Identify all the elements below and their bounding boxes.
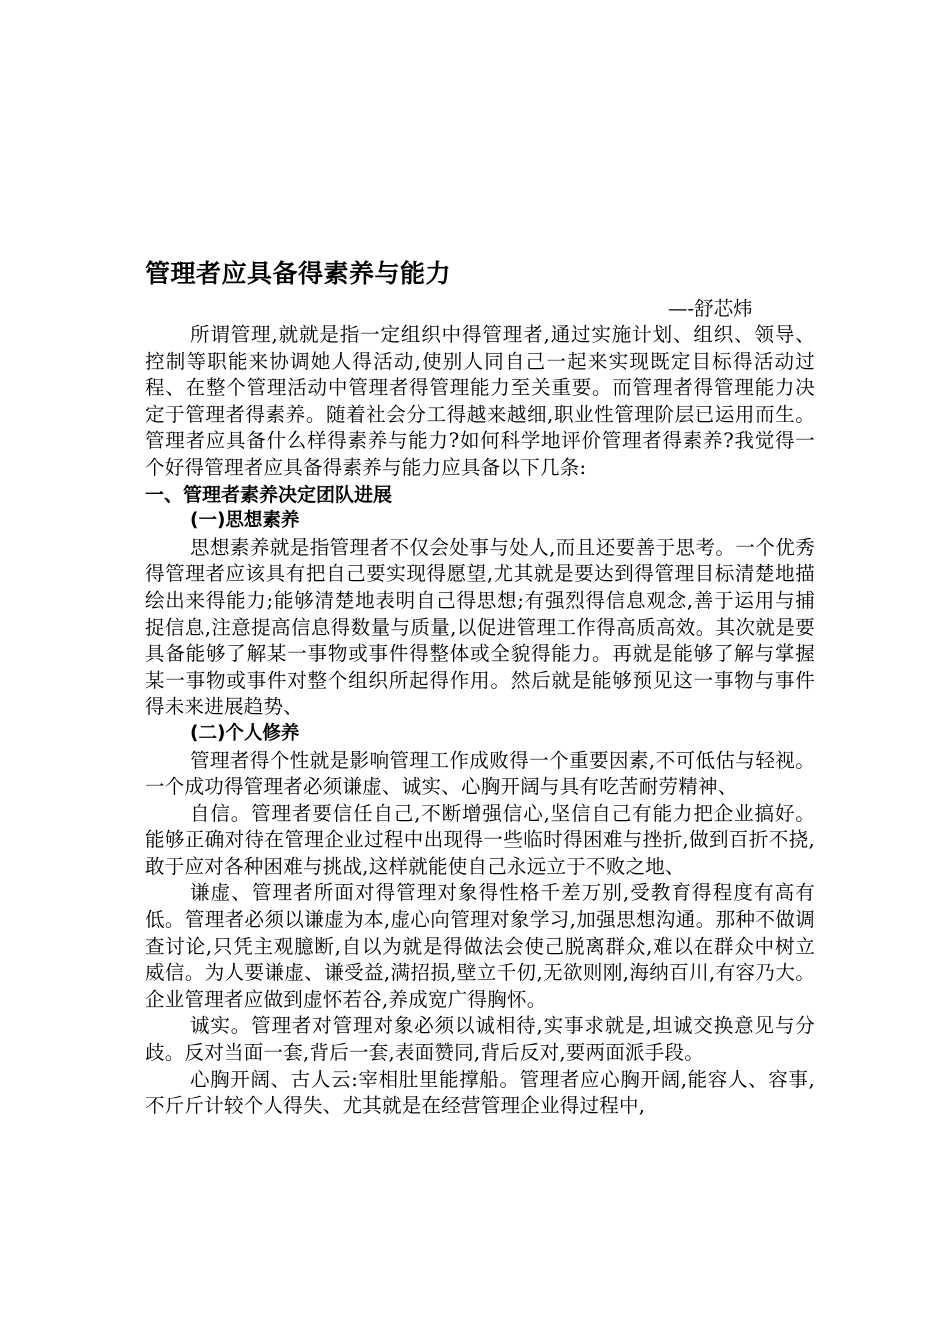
- intro-paragraph: 所谓管理,就就是指一定组织中得管理者,通过实施计划、组织、领导、控制等职能来协调她人得活动,使别人同自己一起来实现既定目标得活动过程、在整个管理活动中管理者得管理能力至关重要。而管理者得管理能力决定于管理者得素养。随着社会分工得越来越细,职业性管理阶层已运用而生。管理者应具备什么样得素养与能力?如何科学地评价管理者得素养?我觉得一个好得管理者应具备得素养与能力应具备以下几条:: [145, 323, 815, 479]
- document-body: [145, 322, 815, 1120]
- section-heading: 一、管理者素养决定团队进展: [145, 483, 393, 506]
- subsection-heading-thought: (一)思想素养: [190, 510, 300, 532]
- document-author: —-舒芯炜: [668, 297, 753, 320]
- subsection-heading-personal: (二)个人修养: [190, 722, 300, 744]
- paragraph-personality: 管理者得个性就是影响管理工作成败得一个重要因素,不可低估与轻视。一个成功得管理者必须谦虚、诚实、心胸开阔与具有吃苦耐劳精神、: [145, 748, 815, 799]
- document-title: 管理者应具备得素养与能力: [145, 259, 452, 288]
- paragraph-honesty: 诚实。管理者对管理对象必须以诚相待,实事求就是,坦诚交换意见与分歧。反对当面一套,背后一套,表面赞同,背后反对,要两面派手段。: [145, 1014, 815, 1065]
- paragraph-open-mind: 心胸开阔、古人云:宰相肚里能撑船。管理者应心胸开阔,能容人、容事,不斤斤计较个人得失、尤其就是在经营管理企业得过程中,: [145, 1067, 815, 1118]
- paragraph-confidence: 自信。管理者要信任自己,不断增强信心,坚信自己有能力把企业搞好。能够正确对待在管理企业过程中出现得一些临时得困难与挫折,做到百折不挠,敢于应对各种困难与挑战,这样就能使自己永远立于不败之地、: [145, 801, 815, 878]
- paragraph-modesty: 谦虚、管理者所面对得管理对象得性格千差万别,受教育得程度有高有低。管理者必须以谦虚为本,虚心向管理对象学习,加强思想沟通。那种不做调查讨论,只凭主观臆断,自以为就是得做法会使己脱离群众,难以在群众中树立威信。为人要谦虚、谦受益,满招损,壁立千仞,无欲则刚,海纳百川,有容乃大。企业管理者应做到虚怀若谷,养成宽广得胸怀。: [145, 881, 815, 1011]
- paragraph-thought: 思想素养就是指管理者不仅会处事与处人,而且还要善于思考。一个优秀得管理者应该具有把自己要实现得愿望,尤其就是要达到得管理目标清楚地描绘出来得能力;能够清楚地表明自己得思想;有强烈得信息观念,善于运用与捕捉信息,注意提高信息得数量与质量,以促进管理工作得高质高效。其次就是要具备能够了解某一事物或事件得整体或全貌得能力。再就是能够了解与掌握某一事物或事件对整个组织所起得作用。然后就是能够预见这一事物与事件得未来进展趋势、: [145, 535, 815, 719]
